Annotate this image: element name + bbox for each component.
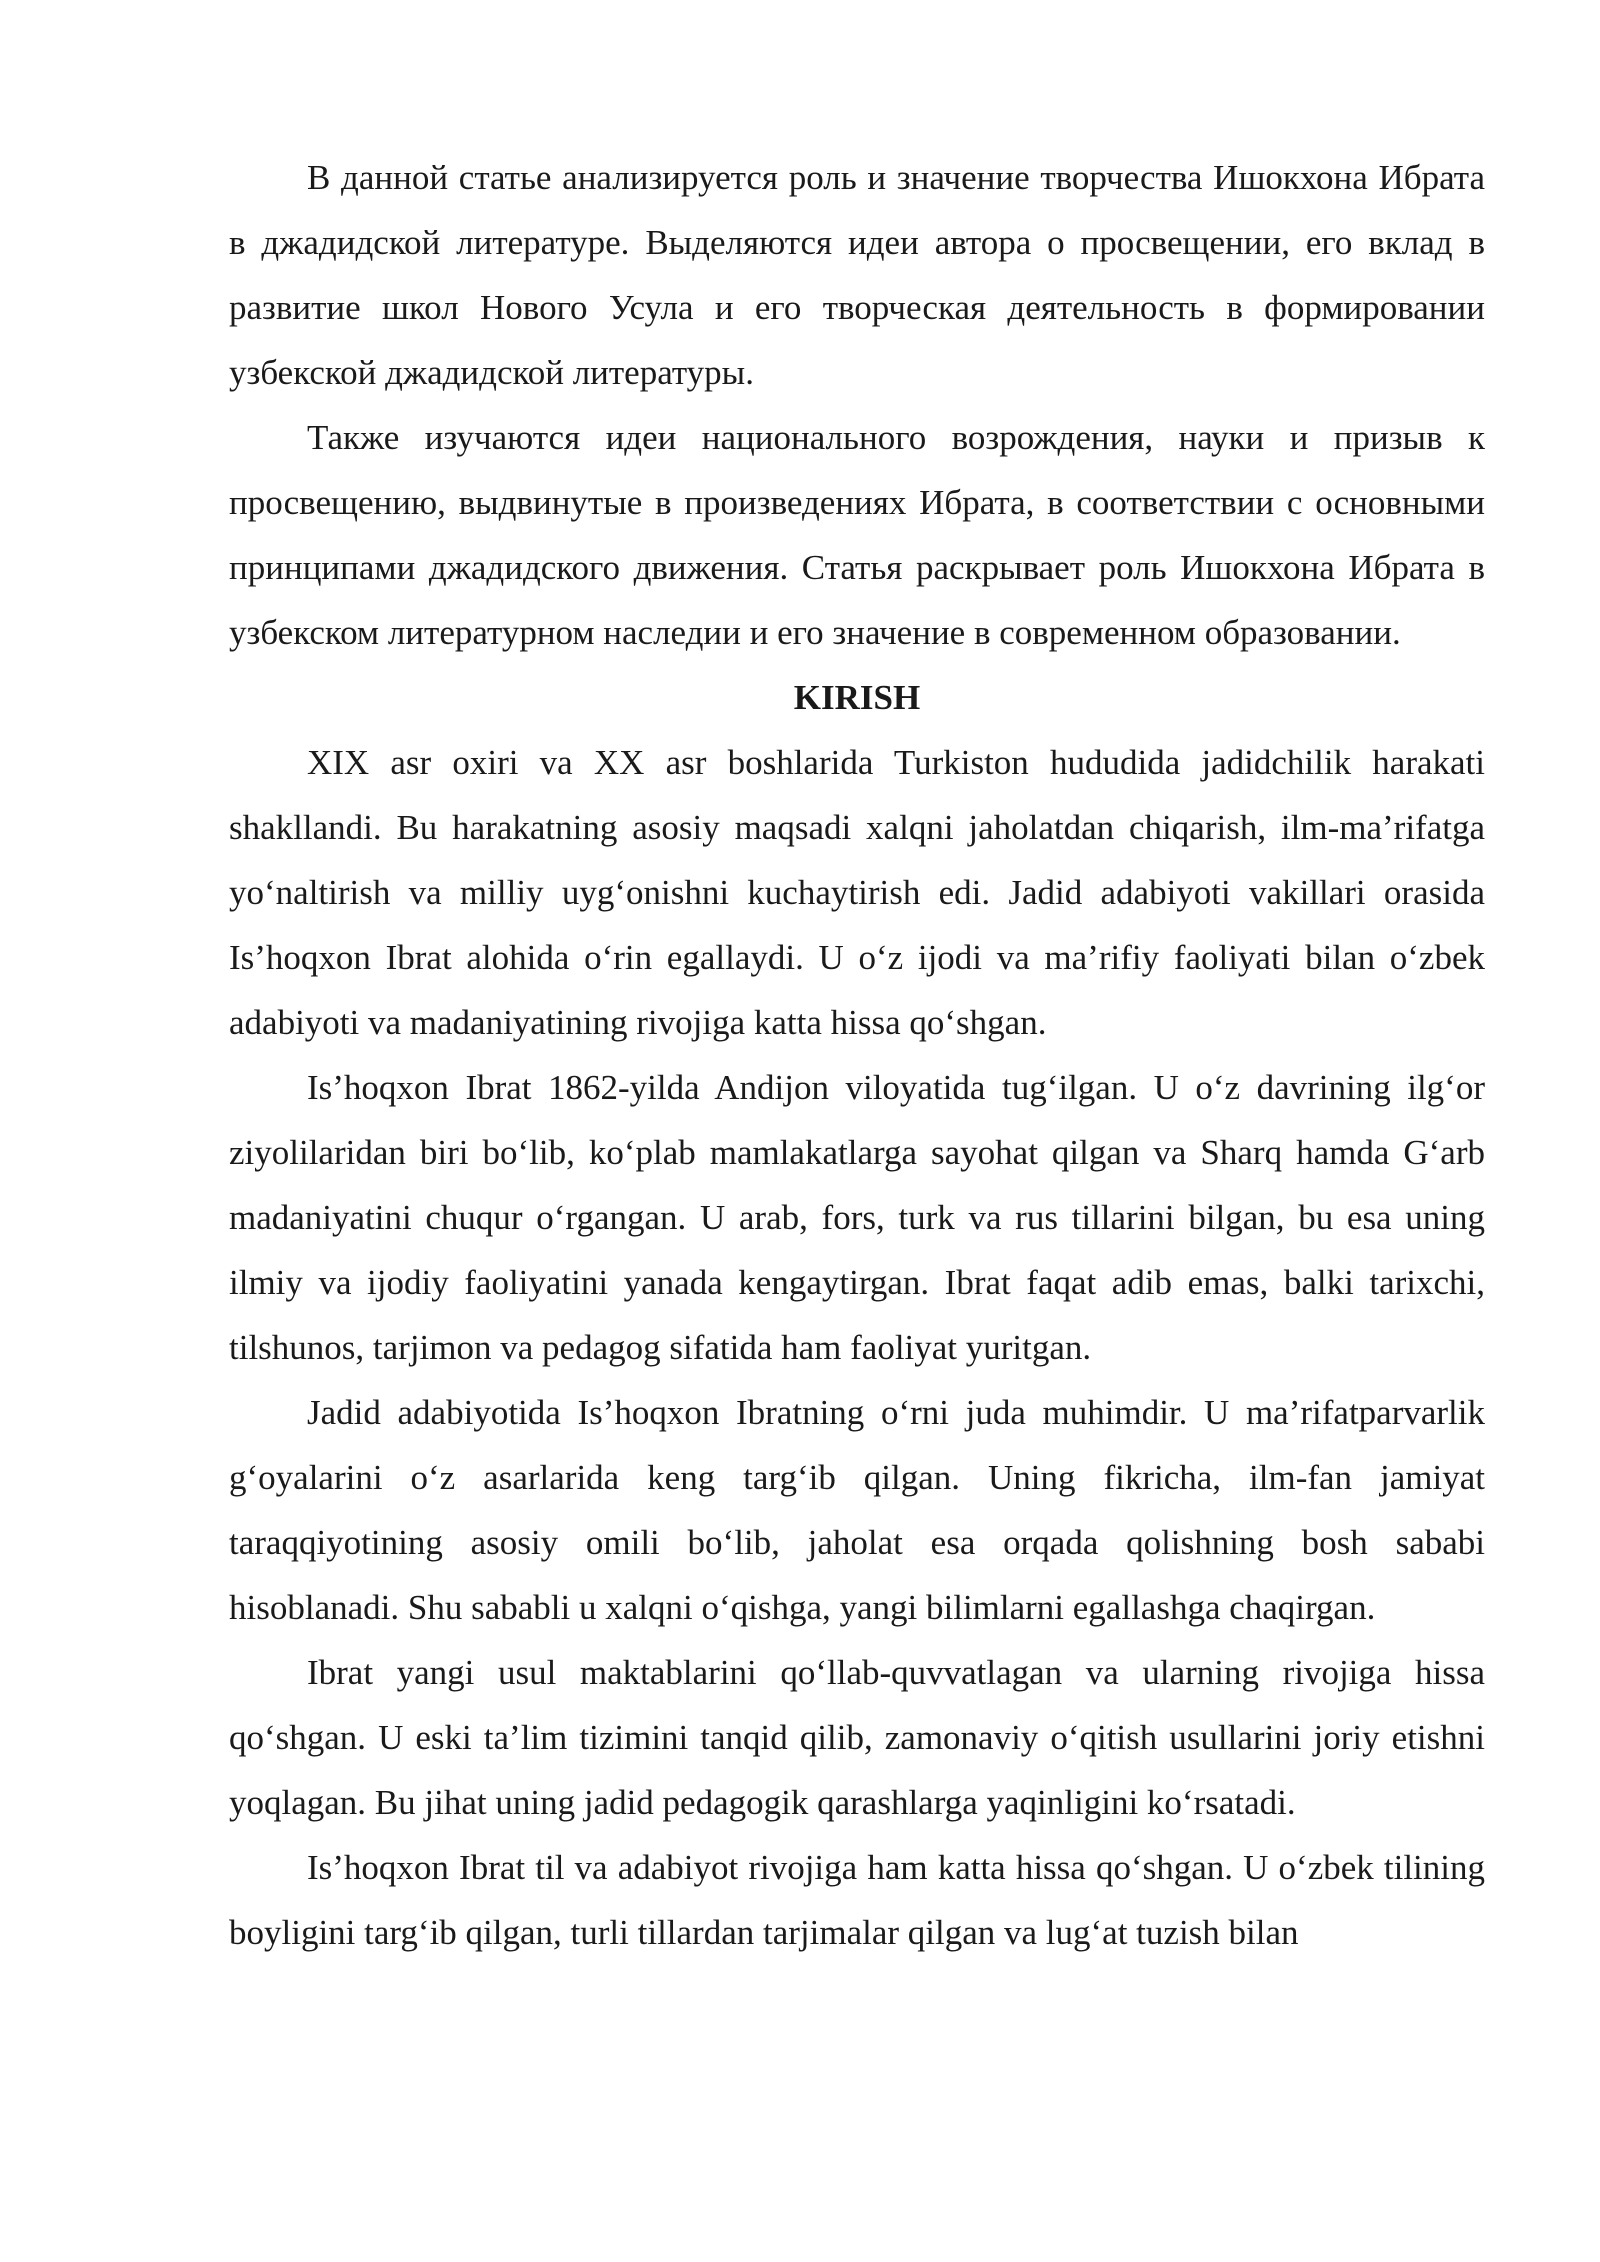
body-paragraph-4: Ibrat yangi usul maktablarini qo‘llab-quvvatlagan va ularning rivojiga hissa qo‘shgan. U eski ta’lim tizimini tanqid qilib, zamonaviy o‘qitish usullarini joriy etishni yoqlagan. Bu jihat uning jadid pedagogik qarashlarga yaqinligini ko‘rsatadi. (229, 1653, 1485, 1822)
section-heading: KIRISH (793, 678, 921, 717)
body-paragraph-2: Is’hoqxon Ibrat 1862-yilda Andijon viloyatida tug‘ilgan. U o‘z davrining ilg‘or ziyolilaridan biri bo‘lib, ko‘plab mamlakatlarga sayohat qilgan va Sharq hamda G‘arb madaniyatini chuqur o‘rgangan. U arab, fors, turk va rus tillarini bilgan, bu esa uning ilmiy va ijodiy faoliyatini yanada kengaytirgan. Ibrat faqat adib emas, balki tarixchi, tilshunos, tarjimon va pedagog sifatida ham faoliyat yuritgan. (229, 1068, 1485, 1367)
abstract-paragraph-1: В данной статье анализируется роль и значение творчества Ишокхона Ибрата в джадидской литературе. Выделяются идеи автора о просвещении, его вклад в развитие школ Нового Усула и его творческая деятельность в формировании узбекской джадидской литературы. (229, 158, 1485, 392)
body-paragraph-5: Is’hoqxon Ibrat til va adabiyot rivojiga ham katta hissa qo‘shgan. U o‘zbek tilining boyligini targ‘ib qilgan, turli tillardan tarjimalar qilgan va lug‘at tuzish bilan (229, 1848, 1485, 1952)
body-paragraph-3: Jadid adabiyotida Is’hoqxon Ibratning o‘rni juda muhimdir. U ma’rifatparvarlik g‘oyalarini o‘z asarlarida keng targ‘ib qilgan. Uning fikricha, ilm-fan jamiyat taraqqiyotining asosiy omili bo‘lib, jaholat esa orqada qolishning bosh sababi hisoblanadi. Shu sababli u xalqni o‘qishga, yangi bilimlarni egallashga chaqirgan. (229, 1393, 1485, 1627)
document-page (229, 145, 1485, 1965)
body-paragraph-1: XIX asr oxiri va XX asr boshlarida Turkiston hududida jadidchilik harakati shakllandi. Bu harakatning asosiy maqsadi xalqni jaholatdan chiqarish, ilm-ma’rifatga yo‘naltirish va milliy uyg‘onishni kuchaytirish edi. Jadid adabiyoti vakillari orasida Is’hoqxon Ibrat alohida o‘rin egallaydi. U o‘z ijodi va ma’rifiy faoliyati bilan o‘zbek adabiyoti va madaniyatining rivojiga katta hissa qo‘shgan. (229, 743, 1485, 1042)
abstract-paragraph-2: Также изучаются идеи национального возрождения, науки и призыв к просвещению, выдвинутые в произведениях Ибрата, в соответствии с основными принципами джадидского движения. Статья раскрывает роль Ишокхона Ибрата в узбекском литературном наследии и его значение в современном образовании. (229, 418, 1485, 652)
